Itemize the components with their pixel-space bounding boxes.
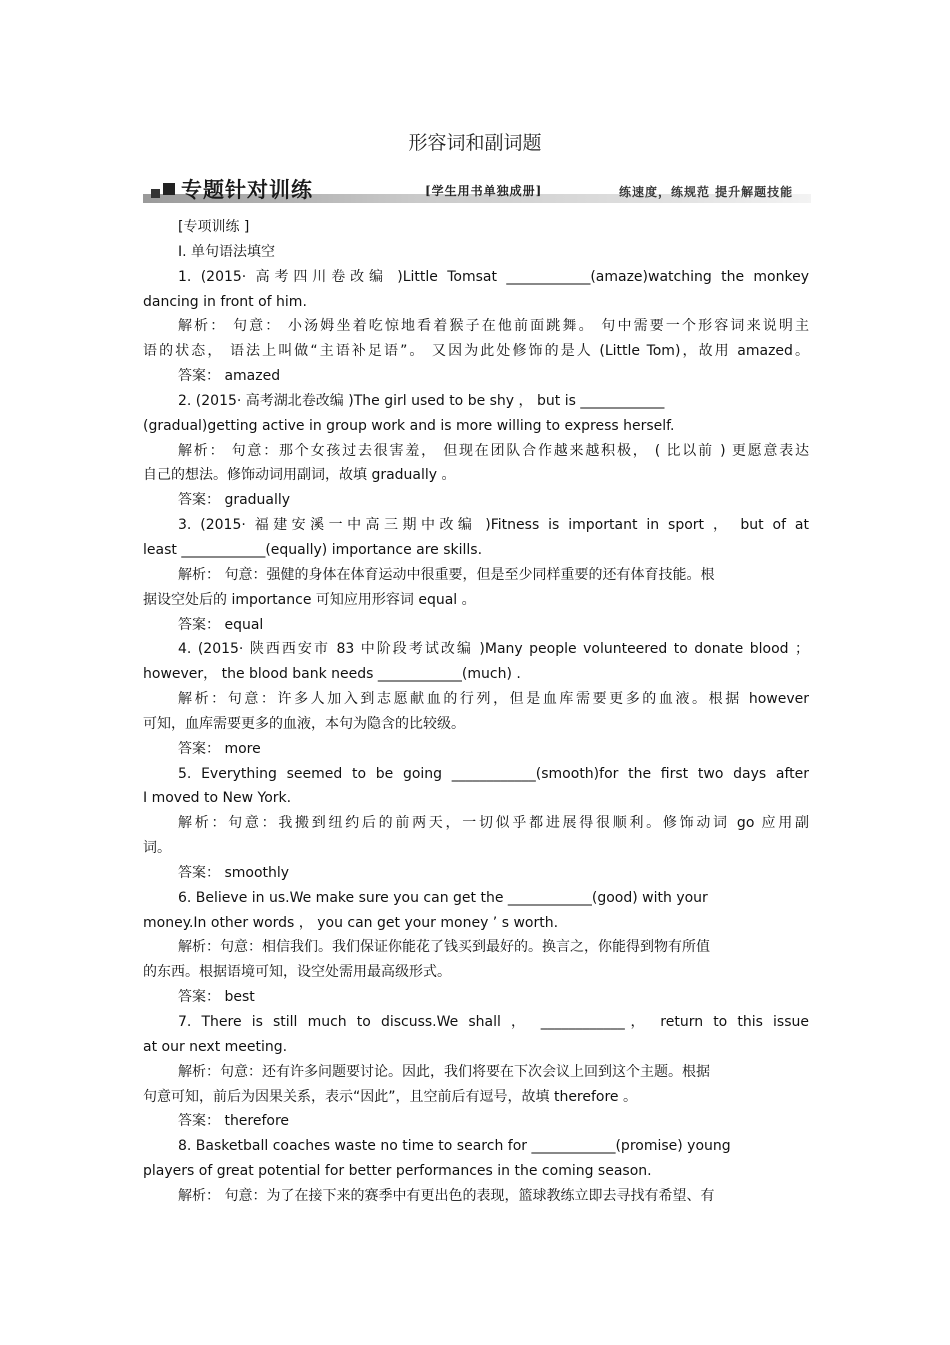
text-line: 3. (2015· 福建安溪一中高三期中改编 )Fitness is important in sport ， but of at [178,517,809,534]
text-line: 解析： 句意：强健的身体在体育运动中很重要，但是至少同样重要的还有体育技能。根 [178,566,715,583]
text-line: least ____________(equally) importance are skills. [143,541,483,558]
text-line: however， the blood bank needs ____________(much) . [143,666,521,683]
page-title: 形容词和副词题 [408,132,542,154]
text-line: 7. There is still much to discuss.We shall ， ____________， return to this issue [178,1014,809,1030]
text-line: 答案： best [178,989,255,1006]
text-line: [专项训练 ] [178,219,250,235]
text-line: players of great potential for better performances in the coming season. [143,1163,652,1180]
text-line: money.In other words ， you can get your money ’ s worth. [143,914,559,931]
text-line: 解析： 句意： 小汤姆坐着吃惊地看着猴子在他前面跳舞。 句中需要一个形容词来说明主 [178,318,809,335]
text-line: 答案： equal [178,616,264,633]
text-line: 1. (2015· 高考四川卷改编 )Little Tomsat ____________(amaze)watching the monkey [178,268,809,285]
text-line: at our next meeting. [143,1038,288,1055]
banner-square-icon [163,183,175,195]
text-line: 据设空处后的 importance 可知应用形容词 equal 。 [143,591,476,608]
text-line: I moved to New York. [143,790,292,807]
text-line: 解析： 句意：那个女孩过去很害羞， 但现在团队合作越来越积极， ( 比以前 ) 更愿意表达 [178,442,809,459]
banner-note: [学生用书单独成册] [425,184,543,198]
banner-slogan: 练速度，练规范 提升解题技能 [619,185,794,199]
banner-heading: 专题针对训练 [181,177,313,202]
text-line: 可知，血库需要更多的血液，本句为隐含的比较级。 [143,715,465,732]
text-line: (gradual)getting active in group work and is more willing to express herself. [143,417,675,434]
text-line: 5. Everything seemed to be going ____________(smooth)for the first two days after [178,765,809,782]
text-line: 解析：句意：我搬到纽约后的前两天，一切似乎都进展得很顺利。修饰动词 go 应用副 [178,815,809,832]
text-line: 句意可知，前后为因果关系，表示“因此”，且空前后有逗号，故填 therefore 。 [143,1088,637,1105]
text-line: dancing in front of him. [143,293,307,310]
exercise-body [143,215,809,1209]
text-line: 答案： amazed [178,368,281,385]
banner-square-icon [151,189,160,198]
text-line: 答案： gradually [178,492,291,509]
text-line: 解析：句意：还有许多问题要讨论。因此，我们将要在下次会议上回到这个主题。根据 [178,1063,710,1080]
text-line: 词。 [143,840,171,857]
text-line: 答案： therefore [178,1113,290,1130]
text-line: 2. (2015· 高考湖北卷改编 )The girl used to be shy ， but is ____________ [178,392,665,409]
text-line: 解析： 句意：为了在接下来的赛季中有更出色的表现，篮球教练立即去寻找有希望、有 [178,1187,715,1204]
text-line: 答案： smoothly [178,864,290,881]
text-line: 自己的想法。修饰动词用副词，故填 gradually 。 [143,467,456,484]
text-line: 答案： more [178,740,261,757]
text-line: 的东西。根据语境可知，设空处需用最高级形式。 [143,964,451,981]
text-line: 解析：句意：相信我们。我们保证你能花了钱买到最好的。换言之，你能得到物有所值 [178,939,710,956]
text-line: Ⅰ. 单句语法填空 [178,243,276,260]
text-line: 解析：句意：许多人加入到志愿献血的行列，但是血库需要更多的血液。根据 however [178,691,809,708]
text-line: 8. Basketball coaches waste no time to search for ____________(promise) young [178,1138,731,1155]
text-line: 6. Believe in us.We make sure you can get the ____________(good) with your [178,889,708,906]
text-line: 4. (2015· 陕西西安市 83 中阶段考试改编 )Many people volunteered to donate blood ； [178,641,809,658]
section-banner [143,172,811,208]
text-line: 语的状态， 语法上叫做“主语补足语”。 又因为此处修饰的是人 (Little Tom)，故用 amazed。 [143,343,809,360]
